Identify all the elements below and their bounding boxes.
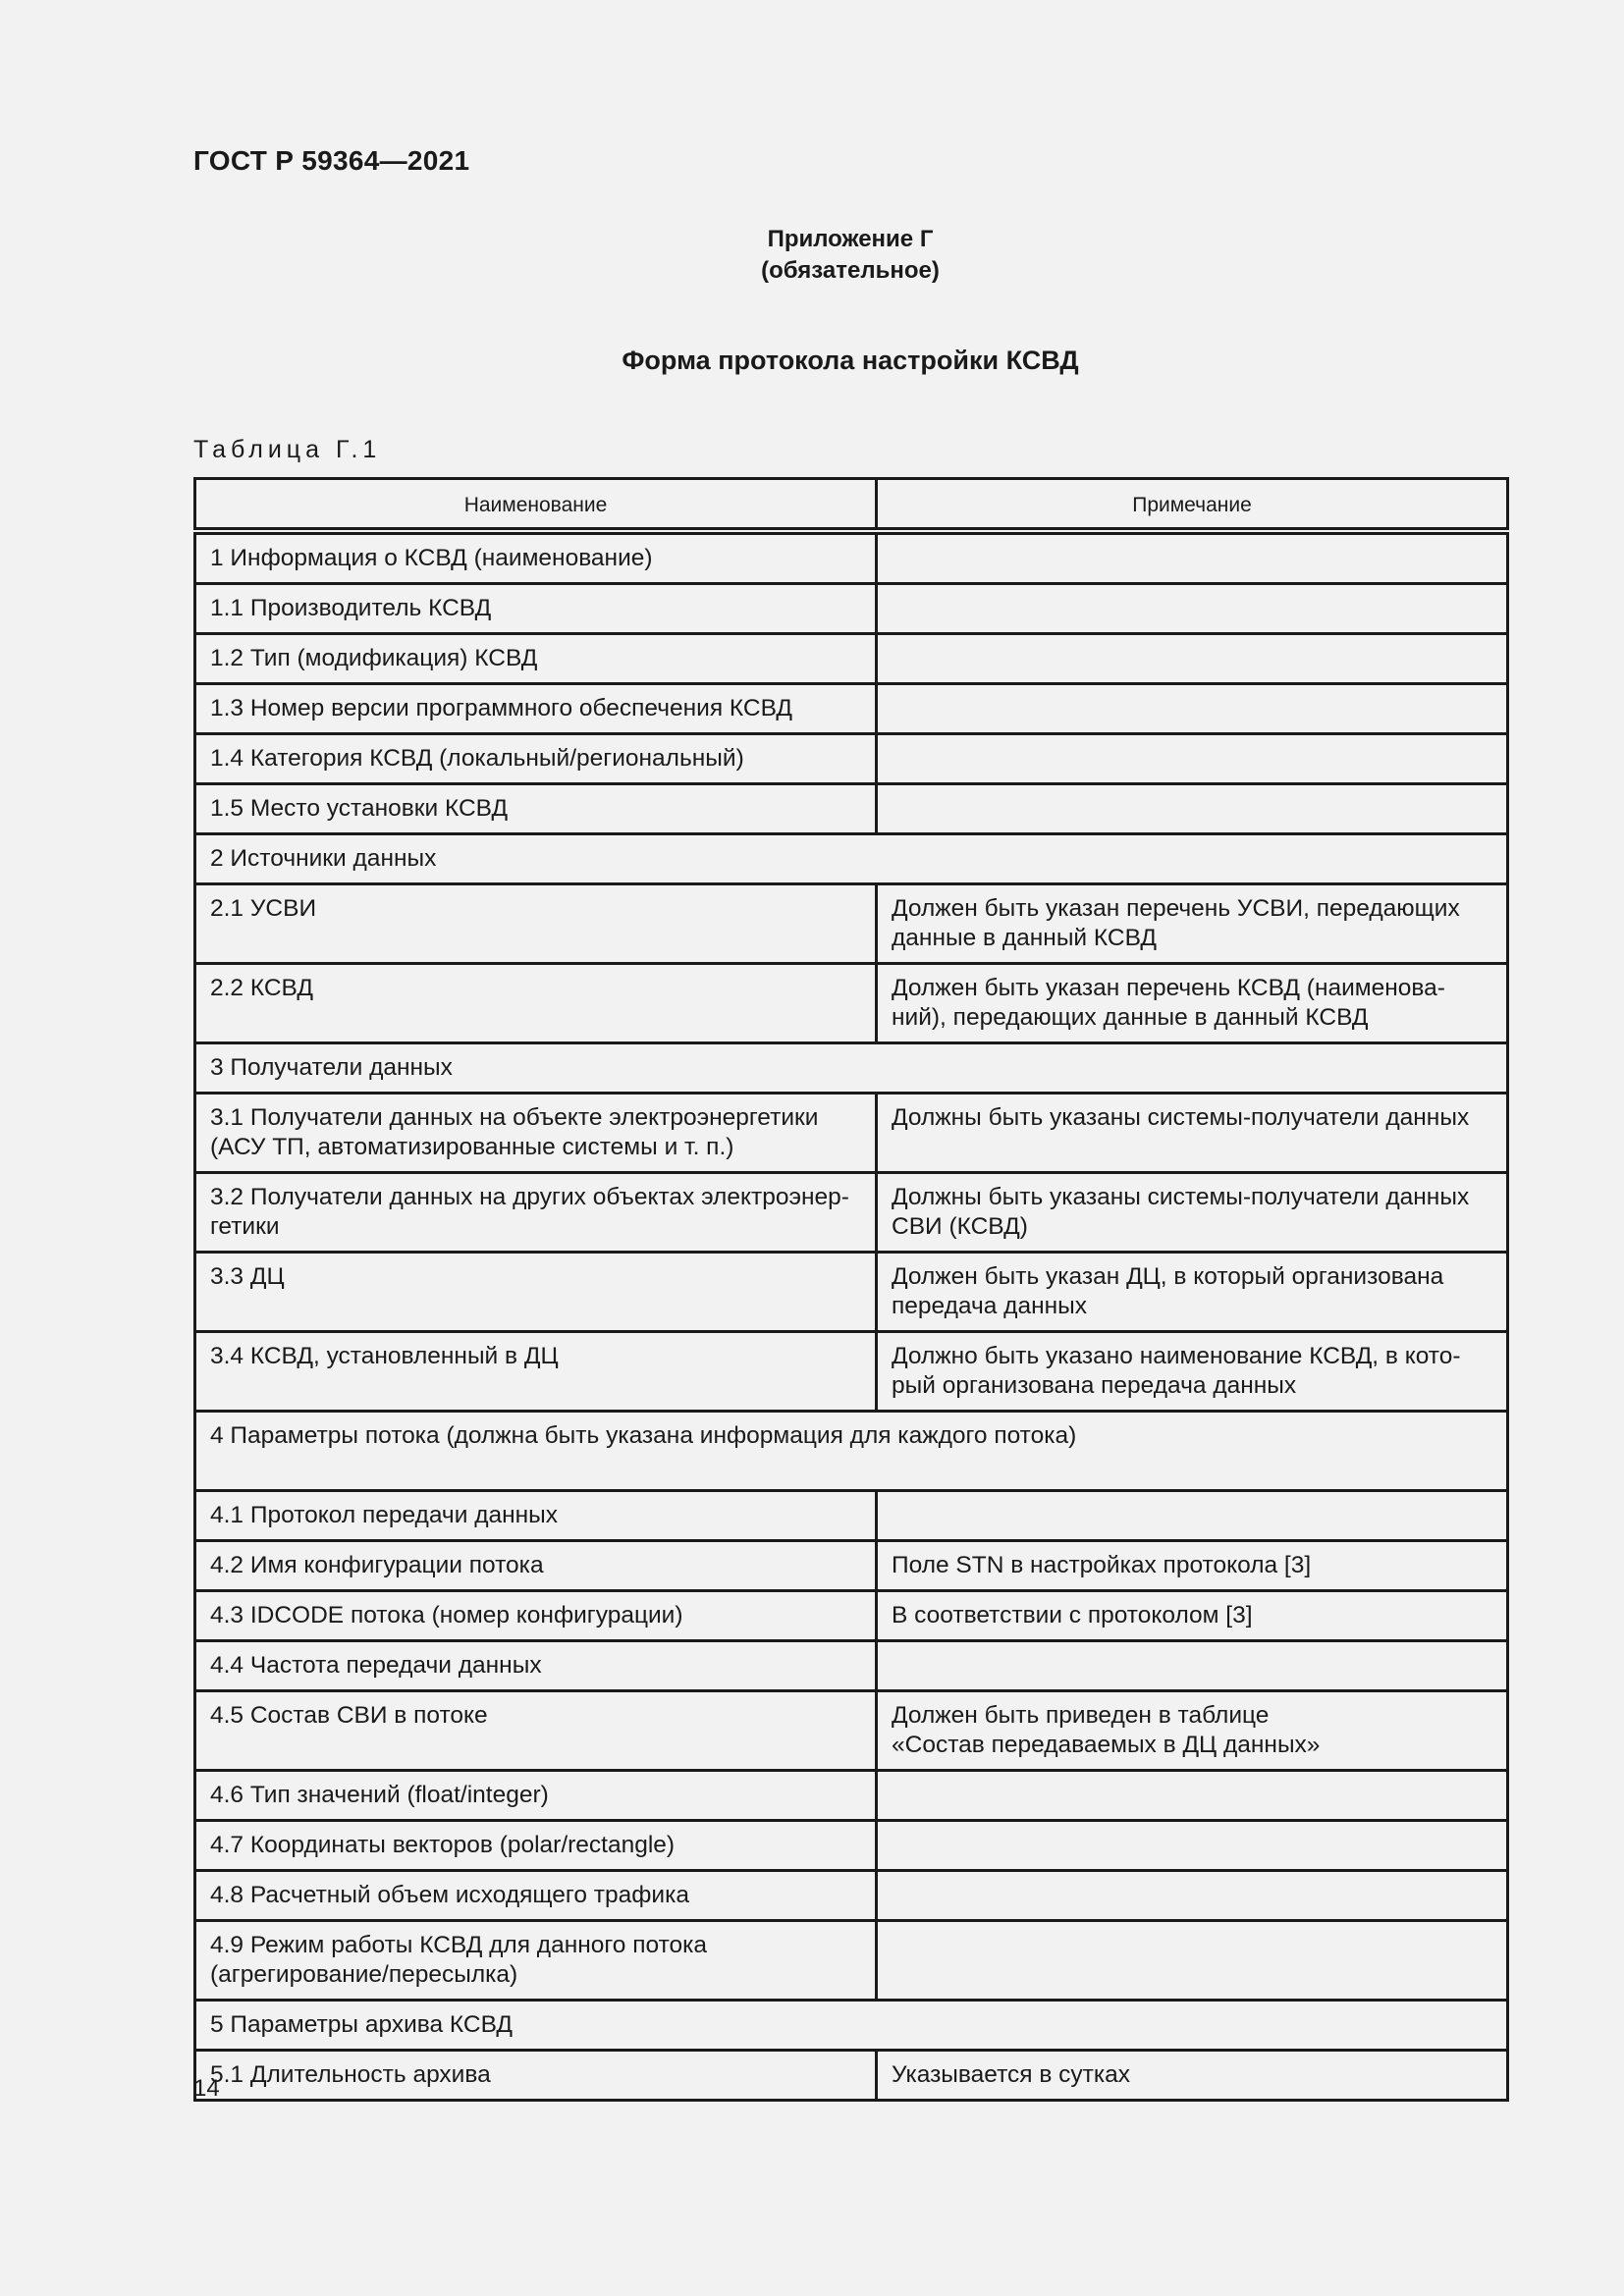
name-cell: 4.4 Частота передачи данных bbox=[195, 1641, 877, 1691]
note-cell: Должен быть указан ДЦ, в который организована передача данных bbox=[877, 1253, 1508, 1332]
form-title: Форма протокола настройки КСВД bbox=[622, 346, 1079, 375]
note-cell bbox=[877, 1771, 1508, 1821]
name-cell: 1.2 Тип (модификация) КСВД bbox=[195, 634, 877, 684]
appendix-heading bbox=[0, 224, 1624, 287]
name-cell: 4.8 Расчетный объем исходящего трафика bbox=[195, 1871, 877, 1921]
note-cell bbox=[877, 684, 1508, 734]
table-row bbox=[195, 531, 1508, 584]
table-row bbox=[195, 734, 1508, 784]
name-cell: 3.2 Получатели данных на других объектах электроэнер-гетики bbox=[195, 1173, 877, 1253]
name-cell: 1.4 Категория КСВД (локальный/региональный) bbox=[195, 734, 877, 784]
section-title-cell: 2 Источники данных bbox=[195, 834, 1508, 884]
name-cell: 1.1 Производитель КСВД bbox=[195, 584, 877, 634]
table-section-row bbox=[195, 2001, 1508, 2051]
name-cell: 5.1 Длительность архива bbox=[195, 2051, 877, 2101]
note-cell: В соответствии с протоколом [3] bbox=[877, 1591, 1508, 1641]
name-cell: 4.9 Режим работы КСВД для данного потока (агрегирование/пересылка) bbox=[195, 1921, 877, 2001]
appendix-status: (обязательное) bbox=[761, 257, 940, 284]
note-cell: Должен быть приведен в таблице «Состав передаваемых в ДЦ данных» bbox=[877, 1691, 1508, 1771]
name-cell: 1 Информация о КСВД (наименование) bbox=[195, 531, 877, 584]
note-cell bbox=[877, 1921, 1508, 2001]
table-header-row bbox=[195, 479, 1508, 532]
table-row bbox=[195, 684, 1508, 734]
note-cell bbox=[877, 1491, 1508, 1541]
table-row bbox=[195, 1821, 1508, 1871]
table-caption: Таблица Г.1 bbox=[193, 436, 382, 463]
document-code: ГОСТ Р 59364—2021 bbox=[193, 145, 470, 176]
table-row bbox=[195, 634, 1508, 684]
note-cell: Должно быть указано наименование КСВД, в кото-рый организована передача данных bbox=[877, 1332, 1508, 1412]
note-cell bbox=[877, 634, 1508, 684]
note-cell: Должны быть указаны системы-получатели данных bbox=[877, 1094, 1508, 1173]
note-cell bbox=[877, 584, 1508, 634]
name-cell: 1.3 Номер версии программного обеспечения КСВД bbox=[195, 684, 877, 734]
name-cell: 2.2 КСВД bbox=[195, 964, 877, 1043]
note-cell: Поле STN в настройках протокола [3] bbox=[877, 1541, 1508, 1591]
table-row bbox=[195, 1253, 1508, 1332]
name-cell: 3.1 Получатели данных на объекте электроэнергетики (АСУ ТП, автоматизированные системы и т. п.) bbox=[195, 1094, 877, 1173]
table-row bbox=[195, 1332, 1508, 1412]
table-row bbox=[195, 1641, 1508, 1691]
table-row bbox=[195, 2051, 1508, 2101]
table-section-row bbox=[195, 834, 1508, 884]
table-row bbox=[195, 1491, 1508, 1541]
note-cell bbox=[877, 1821, 1508, 1871]
note-cell bbox=[877, 734, 1508, 784]
table-row bbox=[195, 1173, 1508, 1253]
name-cell: 3.3 ДЦ bbox=[195, 1253, 877, 1332]
table-row bbox=[195, 964, 1508, 1043]
appendix-title: Приложение Г bbox=[767, 226, 934, 252]
name-cell: 2.1 УСВИ bbox=[195, 884, 877, 964]
note-cell: Указывается в сутках bbox=[877, 2051, 1508, 2101]
table-row bbox=[195, 1921, 1508, 2001]
note-cell bbox=[877, 1641, 1508, 1691]
name-cell: 4.1 Протокол передачи данных bbox=[195, 1491, 877, 1541]
table-section-row bbox=[195, 1043, 1508, 1094]
page-number: 14 bbox=[193, 2075, 220, 2102]
note-cell bbox=[877, 531, 1508, 584]
table-row bbox=[195, 884, 1508, 964]
table-row bbox=[195, 1771, 1508, 1821]
name-cell: 4.6 Тип значений (float/integer) bbox=[195, 1771, 877, 1821]
protocol-table bbox=[193, 477, 1509, 2102]
name-cell: 1.5 Место установки КСВД bbox=[195, 784, 877, 834]
table-body bbox=[195, 531, 1508, 2101]
column-header-name: Наименование bbox=[195, 479, 877, 532]
note-cell: Должны быть указаны системы-получатели данных СВИ (КСВД) bbox=[877, 1173, 1508, 1253]
note-cell: Должен быть указан перечень КСВД (наименова-ний), передающих данные в данный КСВД bbox=[877, 964, 1508, 1043]
name-cell: 4.2 Имя конфигурации потока bbox=[195, 1541, 877, 1591]
name-cell: 4.5 Состав СВИ в потоке bbox=[195, 1691, 877, 1771]
section-title-cell: 4 Параметры потока (должна быть указана информация для каждого потока) bbox=[195, 1412, 1508, 1491]
note-cell bbox=[877, 1871, 1508, 1921]
name-cell: 3.4 КСВД, установленный в ДЦ bbox=[195, 1332, 877, 1412]
name-cell: 4.7 Координаты векторов (polar/rectangle) bbox=[195, 1821, 877, 1871]
table-row bbox=[195, 1094, 1508, 1173]
name-cell: 4.3 IDCODE потока (номер конфигурации) bbox=[195, 1591, 877, 1641]
table-row bbox=[195, 1871, 1508, 1921]
table-row bbox=[195, 1691, 1508, 1771]
section-title-cell: 3 Получатели данных bbox=[195, 1043, 1508, 1094]
table-row bbox=[195, 784, 1508, 834]
table-row bbox=[195, 584, 1508, 634]
table-section-row bbox=[195, 1412, 1508, 1491]
note-cell: Должен быть указан перечень УСВИ, передающих данные в данный КСВД bbox=[877, 884, 1508, 964]
column-header-note: Примечание bbox=[877, 479, 1508, 532]
table-row bbox=[195, 1541, 1508, 1591]
section-title-cell: 5 Параметры архива КСВД bbox=[195, 2001, 1508, 2051]
table-row bbox=[195, 1591, 1508, 1641]
note-cell bbox=[877, 784, 1508, 834]
